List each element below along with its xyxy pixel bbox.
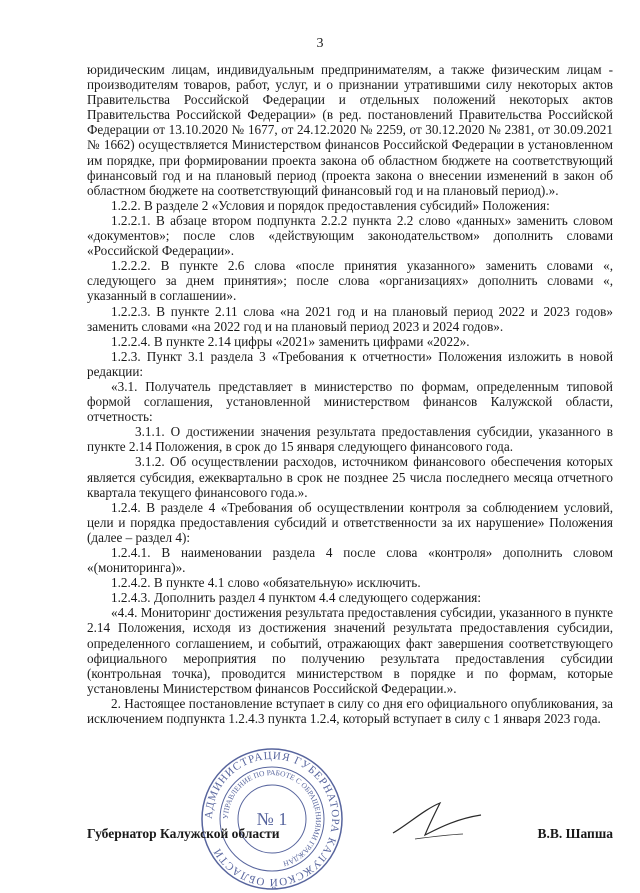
paragraph: «3.1. Получатель представляет в министерство по формам, определенным типовой формой соглашения, установленной министерством финансов Калужской области, отчетность: (87, 378, 613, 425)
paragraph: 1.2.3. Пункт 3.1 раздела 3 «Требования к отчетности» Положения изложить в новой редакции: (87, 348, 613, 379)
paragraph: 3.1.1. О достижении значения результата предоставления субсидии, указанного в пункте 2.14 Положения, в срок до 15 января следующего финансового года. (87, 424, 613, 455)
official-seal (198, 745, 346, 893)
paragraph: 1.2.2.1. В абзаце втором подпункта 2.2.2 пункта 2.2 слово «данных» заменить словом «документов»; после слов «действующим законодательством» дополнить словами «Российской Федерации». (87, 212, 613, 259)
paragraph: 1.2.2.4. В пункте 2.14 цифры «2021» заменить цифрами «2022». (111, 333, 470, 349)
page-number: 3 (316, 36, 324, 51)
paragraph: 1.2.4.1. В наименовании раздела 4 после слова «контроля» дополнить словом «(мониторинга)». (87, 545, 613, 576)
document-body (87, 62, 613, 726)
signature-block (87, 826, 613, 848)
paragraph: 1.2.2. В разделе 2 «Условия и порядок предоставления субсидий» Положения: (111, 197, 550, 213)
seal-outer-text: АДМИНИСТРАЦИЯ ГУБЕРНАТОРА КАЛУЖСКОЙ ОБЛАСТИ (202, 749, 342, 889)
paragraph: 1.2.4. В разделе 4 «Требования об осуществлении контроля за соблюдением условий, цели и порядка предоставления субсидий и ответственности за их нарушение» Положения (далее – раздел 4): (87, 499, 613, 545)
paragraph: 1.2.2.2. В пункте 2.6 слова «после принятия указанного» заменить словами «, следующего за днем принятия»; после слова «организациях» дополнить словами «, указанный в соглашении». (87, 258, 613, 304)
seal-number: № 1 (256, 809, 288, 829)
paragraph: 3.1.2. Об осуществлении расходов, источником финансового обеспечения которых является субсидия, ежеквартально в срок не позднее 25 числа последнего месяца отчетного квартала текущего финансового года.». (87, 454, 613, 500)
paragraph: «4.4. Мониторинг достижения результата предоставления субсидии, указанного в пункте 2.14 Положения, исходя из достижения значений результата предоставления субсидии, определенного соглашением, и событий, отражающих факт завершения соответствующего официального мероприятия по получению результата предоставления субсидии (контрольная точка), проводится министерством в порядке и по формам, которые установлены Министерством финансов Российской Федерации.». (87, 605, 613, 696)
paragraph: юридическим лицам, индивидуальным предпринимателям, а также физическим лицам - производителям товаров, работ, услуг, и о признании утратившими силу некоторых актов Правительства Российской Федерации и отдельных положений некоторых актов Правительства Российской Федерации» (в ред. постановлений Правительства Российской Федерации от 13.10.2020 № 1677, от 24.12.2020 № 2259, от 30.12.2020 № 2381, от 30.09.2021 № 1662) осуществляется Министерством финансов Российской Федерации в установленном им порядке, при формировании проекта закона об областном бюджете на соответствующий финансовый год и на плановый период (проекта закона о внесении изменений в закон об областном бюджете на соответствующий финансовый год и на плановый период).». (87, 62, 613, 198)
paragraph: 2. Настоящее постановление вступает в силу со дня его официального опубликования, за исключением подпункта 1.2.4.3 пункта 1.2.4, который вступает в силу с 1 января 2023 года. (87, 695, 613, 727)
paragraph: 1.2.4.3. Дополнить раздел 4 пунктом 4.4 следующего содержания: (111, 590, 482, 606)
signatory-name: В.В. Шапша (537, 826, 613, 841)
seal-inner-text: УПРАВЛЕНИЕ ПО РАБОТЕ С ОБРАЩЕНИЯМИ ГРАЖДАН (220, 767, 324, 869)
paragraph: 1.2.2.3. В пункте 2.11 слова «на 2021 год и на плановый период 2022 и 2023 годов» заменить словами «на 2022 год и на плановый период 2023 и 2024 годов». (87, 303, 613, 334)
signatory-title: Губернатор Калужской области (87, 826, 280, 841)
paragraph: 1.2.4.2. В пункте 4.1 слово «обязательную» исключить. (111, 575, 421, 591)
